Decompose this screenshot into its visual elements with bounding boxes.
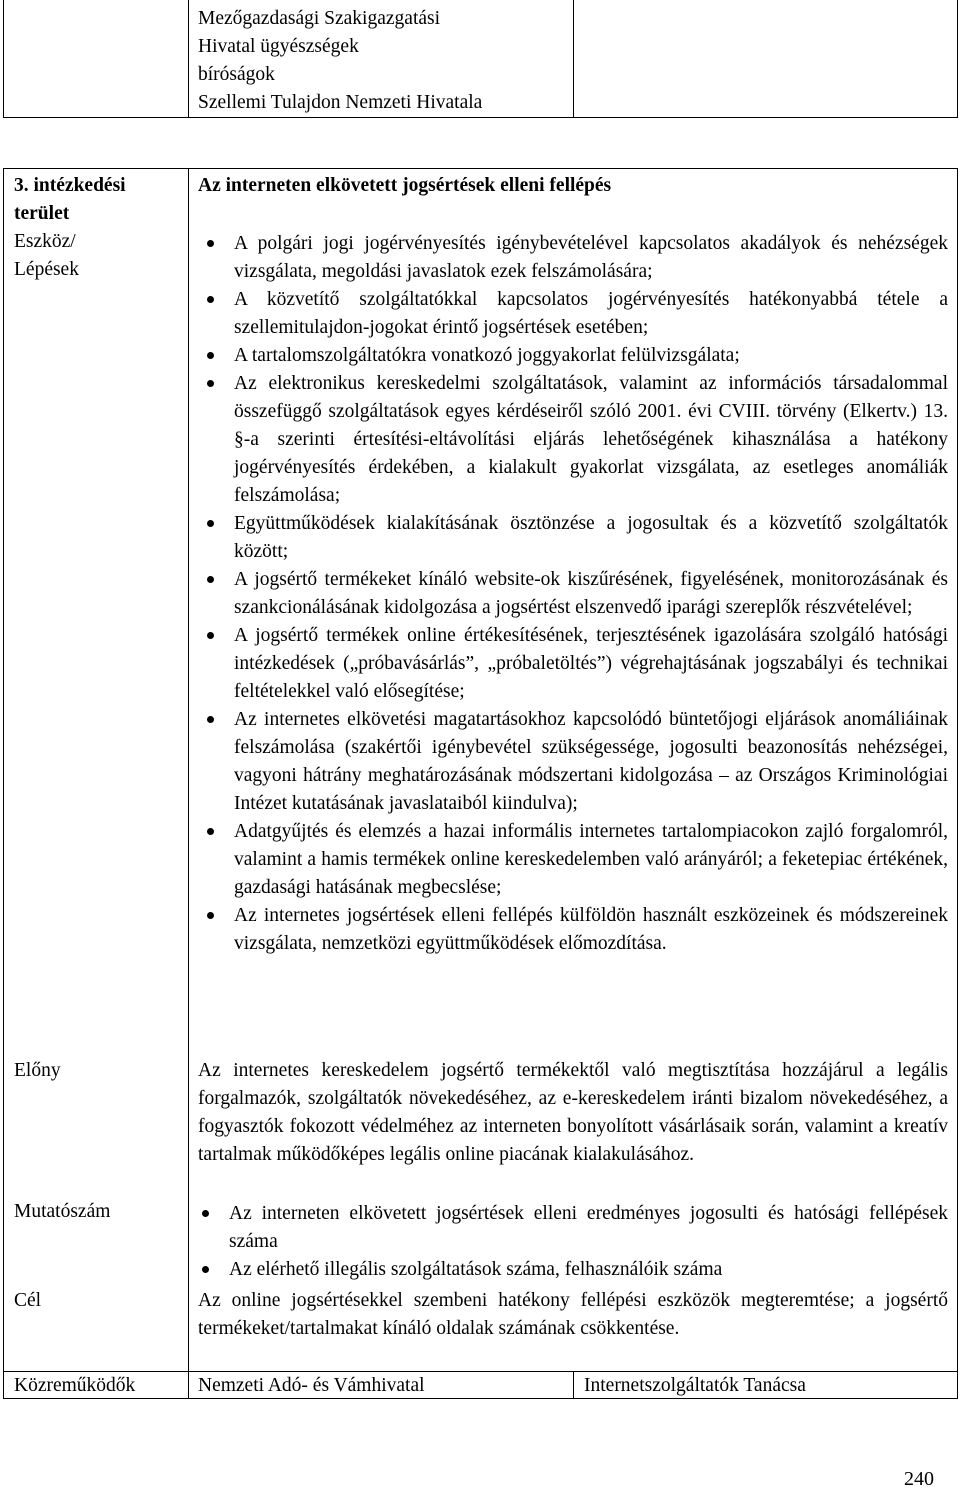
authority-line: Hivatal ügyészségek [198,36,359,57]
steps-label [14,228,79,284]
list-item: A polgári jogi jogérvényesítés igénybevételével kapcsolatos akadályok és nehézségek vizsgálata, megoldási javaslatok ezek felszámolására; [198,230,948,286]
list-item: Az internetes elkövetési magatartásokhoz kapcsolódó büntetőjogi eljárások anomáliáinak felszámolása (szakértői igénybevétel szükségessége, jogosulti beazonosítás nehézségei, vagyoni hátrány meghatározásának módszertani kidolgozása – az Országos Kriminológiai Intézet kutatásának javaslataiból kiindulva); [198,706,948,818]
table-border-left-top [3,0,4,117]
indicator-label: Mutatószám [14,1201,111,1222]
cooperators-label: Közreműködők [14,1375,136,1396]
authority-line: Mezőgazdasági Szakigazgatási [198,8,441,29]
table-border-col1-main [188,168,189,1399]
section-label-line2: terület [14,203,70,224]
list-item: Az interneten elkövetett jogsértések elleni eredményes jogosulti és hatósági fellépések száma [193,1200,948,1256]
list-item: A jogsértő termékeket kínáló website-ok kiszűrésének, figyelésének, monitorozásának és szankcionálásának kidolgozása a jogsértést elszenvedő iparági szereplők részvételével; [198,566,948,622]
list-item: Adatgyűjtés és elemzés a hazai informális internetes tartalompiacokon zajló forgalomról, valamint a hamis termékek online kereskedelemben való arányáról; a feketepiac értékének, gazdasági hatásának megbecslése; [198,818,948,902]
authority-line: Szellemi Tulajdon Nemzeti Hivatala [198,92,483,113]
table-border-right-main [957,168,958,1399]
list-item: Az elérhető illegális szolgáltatások száma, felhasználóik száma [193,1256,948,1284]
goal-text: Az online jogsértésekkel szembeni hatékony fellépési eszközök megteremtése; a jogsértő termékeket/tartalmakat kínáló oldalak számának csökkentése. [198,1290,948,1339]
list-item: A közvetítő szolgáltatókkal kapcsolatos jogérvényesítés hatékonyabbá tétele a szellemitulajdon-jogokat érintő jogsértések esetében; [198,286,948,342]
section-title: Az interneten elkövetett jogsértések elleni fellépés [198,175,612,196]
page-number: 240 [904,1468,934,1490]
list-item: A tartalomszolgáltatókra vonatkozó joggyakorlat felülvizsgálata; [198,342,948,370]
table-border-left-main [3,168,4,1399]
table-border-bottom [3,1398,958,1399]
goal-label: Cél [14,1290,42,1311]
list-item: Az internetes jogsértések elleni fellépés külföldön használt eszközeinek és módszereinek vizsgálata, nemzetközi együttműködések előmozdítása. [198,902,948,958]
list-item: A jogsértő termékek online értékesítésének, terjesztésének igazolására szolgáló hatósági intézkedések („próbavásárlás”, „próbaletöltés”) végrehajtásának jogszabályi és technikai feltételekkel való elősegítése; [198,622,948,706]
top-cell-authorities [198,5,482,117]
authority-line: bíróságok [198,64,275,85]
benefit-text: Az internetes kereskedelem jogsértő termékektől való megtisztítása hozzájárul a legális forgalmazók, szolgáltatók növekedéséhez, az e-kereskedelem iránti bizalom növekedéséhez, a fogyasztók fokozott védelméhez az interneten bonyolított vásárlásaik során, valamint a kreatív tartalmak működőképes legális online piacának kialakulásához. [198,1060,948,1165]
list-item: Az elektronikus kereskedelmi szolgáltatások, valamint az információs társadalommal összefüggő szolgáltatások egyes kérdéseiről szóló 2001. évi CVIII. törvény (Elkertv.) 13. §-a szerinti értesítési-eltávolítási eljárás lehetőségének kihasználása a hatékony jogérvényesítés érdekében, a kialakult gyakorlat vizsgálata, az esetleges anomáliák felszámolása; [198,370,948,510]
steps-label-line1: Eszköz/ [14,231,76,252]
table-border-right-top [957,0,958,117]
table-border-col1-top [188,0,189,117]
cooperator-nav: Nemzeti Adó- és Vámhivatal [198,1375,425,1396]
table-border-top-bottom [3,117,958,118]
indicator-list [193,1200,948,1284]
section-label [14,172,126,228]
table-border-col2-last [573,1371,574,1399]
table-border-last-row-top [3,1371,958,1372]
list-item: Együttműködések kialakításának ösztönzése a jogosultak és a közvetítő szolgáltatók között; [198,510,948,566]
benefit-label: Előny [14,1060,61,1081]
table-border-main-top [3,168,958,169]
table-border-col2-top [573,0,574,117]
steps-list [198,230,948,958]
steps-label-line2: Lépések [14,259,79,280]
section-label-line1: 3. intézkedési [14,175,126,196]
cooperator-isp-council: Internetszolgáltatók Tanácsa [584,1375,806,1396]
